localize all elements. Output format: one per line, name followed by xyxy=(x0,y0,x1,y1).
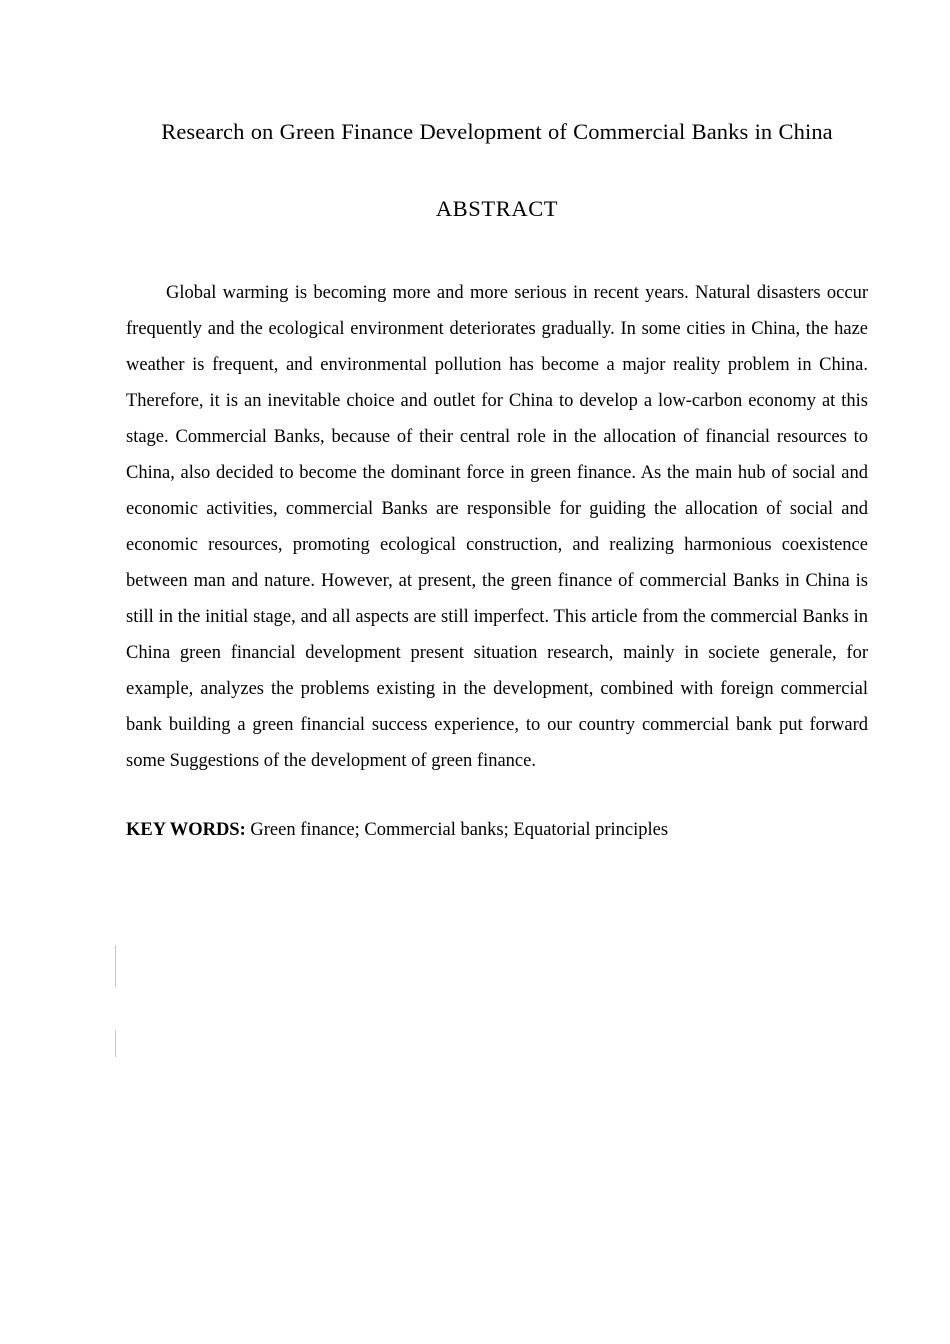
keywords-line xyxy=(126,779,868,845)
page-content xyxy=(126,0,868,845)
page-title: Research on Green Finance Development of Commercial Banks in China xyxy=(161,119,833,144)
revision-change-bar xyxy=(115,1030,116,1057)
abstract-paragraph: Global warming is becoming more and more serious in recent years. Natural disasters occur frequently and the ecological environment deteriorates gradually. In some cities in China, the haze weather is frequent, and environmental pollution has become a major reality problem in China. Therefore, it is an inevitable choice and outlet for China to develop a low-carbon economy at this stage. Commercial Banks, because of their central role in the allocation of financial resources to China, also decided to become the dominant force in green finance. As the main hub of social and economic activities, commercial Banks are responsible for guiding the allocation of social and economic resources, promoting ecological construction, and realizing harmonious coexistence between man and nature. However, at present, the green finance of commercial Banks in China is still in the initial stage, and all aspects are still imperfect. This article from the commercial Banks in China green financial development present situation research, mainly in societe generale, for example, analyzes the problems existing in the development, combined with foreign commercial bank building a green financial success experience, to our country commercial bank put forward some Suggestions of the development of green finance. xyxy=(126,283,868,771)
abstract-heading: ABSTRACT xyxy=(435,196,559,221)
keywords-values: Green finance; Commercial banks; Equatorial principles xyxy=(245,820,669,840)
keywords-label: KEY WORDS: xyxy=(126,820,246,840)
revision-change-bar xyxy=(115,945,116,987)
